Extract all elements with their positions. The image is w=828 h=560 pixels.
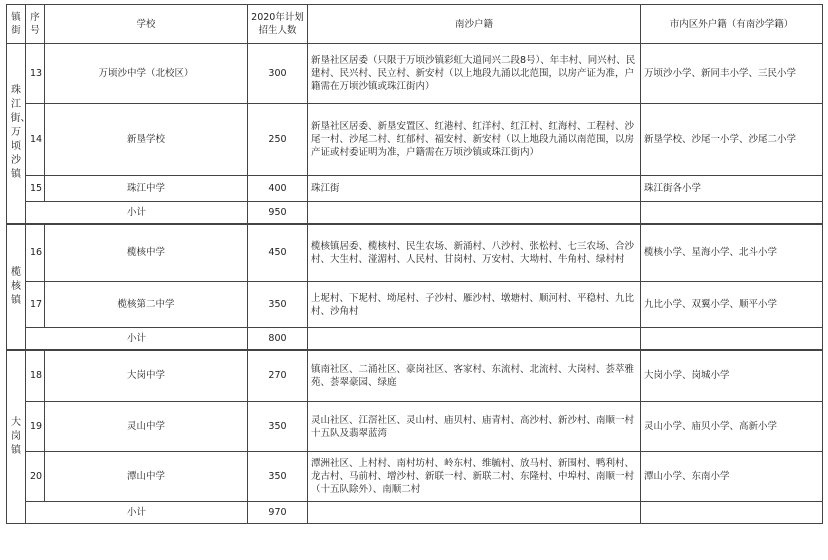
subtotal-label: 小计 — [26, 328, 248, 350]
subtotal-empty — [308, 502, 641, 524]
table-row — [7, 452, 823, 502]
district-name: 榄核镇 — [11, 266, 21, 306]
subtotal-row — [7, 328, 823, 350]
school-cell: 新垦学校 — [45, 104, 248, 176]
city-cell: 新垦学校、沙尾一小学、沙尾二小学 — [641, 104, 823, 176]
header-city: 市内区外户籍（有南沙学籍） — [641, 5, 823, 44]
seq-cell: 19 — [26, 402, 45, 452]
header-district-text: 镇街 — [11, 12, 21, 36]
table-row — [7, 44, 823, 104]
header-seq-text: 序号 — [30, 12, 40, 36]
nansha-cell: 新垦社区居委（只限于万顷沙镇彩虹大道同兴二段8号）、年丰村、同兴村、民建村、民兴村、民立村、新安村（以上地段九涌以北范围，以房产证为准，户籍需在万顷沙镇或珠江街内） — [308, 44, 641, 104]
school-cell: 榄核中学 — [45, 224, 248, 282]
nansha-cell: 榄核镇居委、榄核村、民生农场、新涌村、八沙村、张松村、七三农场、合沙村、大生村、湴湄村、人民村、甘岗村、万安村、大坳村、牛角村、绿村村 — [308, 224, 641, 282]
school-cell: 灵山中学 — [45, 402, 248, 452]
city-cell: 潭山小学、东南小学 — [641, 452, 823, 502]
table-row — [7, 104, 823, 176]
plan-cell: 350 — [248, 402, 308, 452]
subtotal-row — [7, 202, 823, 224]
school-cell: 潭山中学 — [45, 452, 248, 502]
school-cell: 榄核第二中学 — [45, 282, 248, 328]
seq-cell: 13 — [26, 44, 45, 104]
seq-cell: 14 — [26, 104, 45, 176]
subtotal-value: 950 — [248, 202, 308, 224]
table-row — [7, 224, 823, 282]
plan-cell: 350 — [248, 282, 308, 328]
subtotal-empty — [641, 502, 823, 524]
header-district — [7, 5, 26, 44]
table-row — [7, 402, 823, 452]
city-cell: 万顷沙小学、新同丰小学、三民小学 — [641, 44, 823, 104]
seq-cell: 17 — [26, 282, 45, 328]
header-plan: 2020年计划招生人数 — [248, 5, 308, 44]
plan-cell: 300 — [248, 44, 308, 104]
subtotal-empty — [308, 328, 641, 350]
seq-cell: 15 — [26, 176, 45, 202]
header-seq — [26, 5, 45, 44]
plan-cell: 400 — [248, 176, 308, 202]
plan-cell: 270 — [248, 350, 308, 402]
city-cell: 大岗小学、岗城小学 — [641, 350, 823, 402]
admission-table — [6, 4, 823, 524]
header-school: 学校 — [45, 5, 248, 44]
subtotal-value: 800 — [248, 328, 308, 350]
subtotal-value: 970 — [248, 502, 308, 524]
school-cell: 万顷沙中学（北校区） — [45, 44, 248, 104]
subtotal-row — [7, 502, 823, 524]
nansha-cell: 珠江街 — [308, 176, 641, 202]
city-cell: 榄核小学、星海小学、北斗小学 — [641, 224, 823, 282]
school-cell: 珠江中学 — [45, 176, 248, 202]
table-row — [7, 282, 823, 328]
nansha-cell: 镇南社区、二涌社区、豪岗社区、客家村、东流村、北流村、大岗村、荟萃雅苑、荟翠豪园、绿庭 — [308, 350, 641, 402]
district-cell — [7, 44, 31, 224]
seq-cell: 18 — [26, 350, 45, 402]
district-cell — [7, 350, 26, 524]
district-cell — [7, 224, 26, 350]
subtotal-empty — [641, 202, 823, 224]
table-row — [7, 176, 823, 202]
city-cell: 珠江街各小学 — [641, 176, 823, 202]
nansha-cell: 灵山社区、江滘社区、灵山村、庙贝村、庙青村、高沙村、新沙村、南顺一村十五队及翡翠蓝湾 — [308, 402, 641, 452]
city-cell: 九比小学、双翼小学、顺平小学 — [641, 282, 823, 328]
school-cell: 大岗中学 — [45, 350, 248, 402]
table-row — [7, 350, 823, 402]
subtotal-label: 小计 — [26, 502, 248, 524]
city-cell: 灵山小学、庙贝小学、高新小学 — [641, 402, 823, 452]
nansha-cell: 上坭村、下坭村、坳尾村、子沙村、雁沙村、墩塘村、顺河村、平稳村、九比村、沙角村 — [308, 282, 641, 328]
header-row — [7, 5, 823, 44]
plan-cell: 450 — [248, 224, 308, 282]
subtotal-empty — [641, 328, 823, 350]
plan-cell: 350 — [248, 452, 308, 502]
nansha-cell: 潭洲社区、上村村、南村坊村、岭东村、维毓村、放马村、新围村、鸭利村、龙古村、马前村、增沙村、新联一村、新联二村、东隆村、中埠村、南顺一村（十五队除外）、南顺二村 — [308, 452, 641, 502]
seq-cell: 20 — [26, 452, 45, 502]
seq-cell: 16 — [26, 224, 45, 282]
district-name: 大岗镇 — [11, 416, 21, 456]
nansha-cell: 新垦社区居委、新垦安置区、红港村、红洋村、红江村、红海村、工程村、沙尾一村、沙尾二村、红郁村、福安村、新安村（以上地段九涌以南范围，以房产证或村委证明为准，户籍需在万顷沙镇或珠江街内） — [308, 104, 641, 176]
plan-cell: 250 — [248, 104, 308, 176]
header-nansha: 南沙户籍 — [308, 5, 641, 44]
subtotal-label: 小计 — [26, 202, 248, 224]
subtotal-empty — [308, 202, 641, 224]
district-name: 珠江街、万顷沙镇 — [10, 85, 31, 181]
